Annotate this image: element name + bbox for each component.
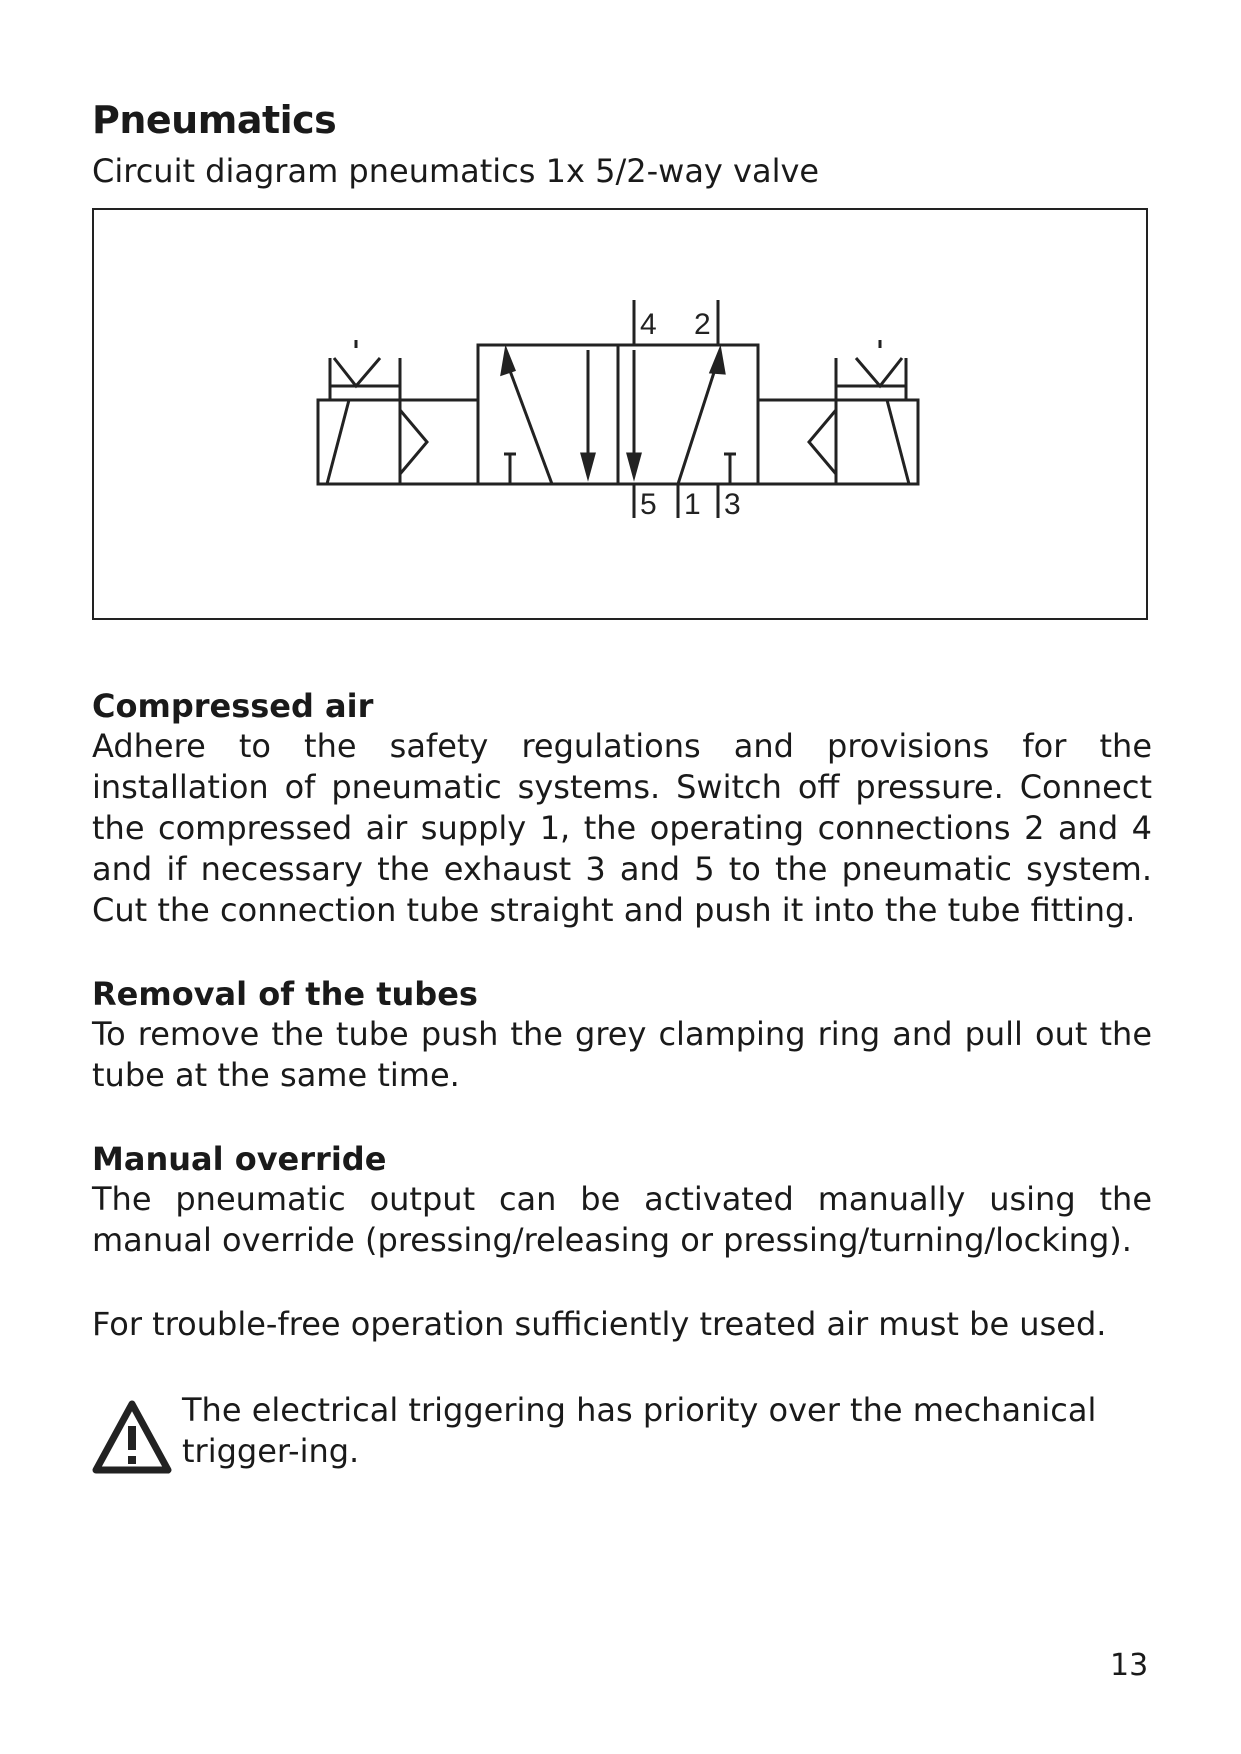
air-quality-note: For trouble-free operation sufficiently treated air must be used. <box>92 1305 1107 1343</box>
left-override-block <box>400 400 478 484</box>
warning-text: The electrical triggering has priority over the mechanical trigger-ing. <box>182 1391 1097 1470</box>
warning-notice <box>92 1390 1152 1490</box>
right-actuator-triangle <box>809 410 836 474</box>
left-actuator-triangle <box>400 410 427 474</box>
section-removal-of-tubes <box>92 974 1152 1096</box>
page-title: Pneumatics <box>92 98 337 142</box>
section-body: The pneumatic output can be activated manually using the manual override (pressing/releasing or pressing/turning/locking). <box>92 1180 1152 1259</box>
port-label-1: 1 <box>684 488 701 521</box>
port-label-2: 2 <box>694 308 711 341</box>
flow-arrow-left-diagonal <box>506 360 552 484</box>
section-body: To remove the tube push the grey clamping ring and pull out the tube at the same time. <box>92 1015 1152 1094</box>
section-heading: Compressed air <box>92 687 374 725</box>
port-label-4: 4 <box>640 308 657 341</box>
section-manual-override <box>92 1139 1152 1261</box>
section-heading: Removal of the tubes <box>92 975 478 1013</box>
section-body: Adhere to the safety regulations and provisions for the installation of pneumatic systems. Switch off pressure. Connect the compressed air supply 1, the operating connections 2 and 4 and if necessary the exhaust 3 and 5 to the pneumatic system. Cut the connection tube straight and push it into the tube fitting. <box>92 727 1152 929</box>
page-subtitle: Circuit diagram pneumatics 1x 5/2-way valve <box>92 152 820 190</box>
circuit-diagram-frame <box>92 208 1148 620</box>
port-label-3: 3 <box>724 488 741 521</box>
right-override-block <box>758 400 836 484</box>
warning-triangle-icon <box>92 1400 172 1474</box>
port-label-5: 5 <box>640 488 657 521</box>
section-heading: Manual override <box>92 1140 387 1178</box>
valve-circuit-diagram <box>94 210 1146 618</box>
section-compressed-air <box>92 686 1152 931</box>
right-solenoid-winding <box>887 400 909 484</box>
flow-arrow-right-diagonal <box>678 360 718 484</box>
left-solenoid-winding <box>327 400 349 484</box>
valve-position-left <box>478 345 618 484</box>
page-number: 13 <box>1110 1648 1149 1683</box>
